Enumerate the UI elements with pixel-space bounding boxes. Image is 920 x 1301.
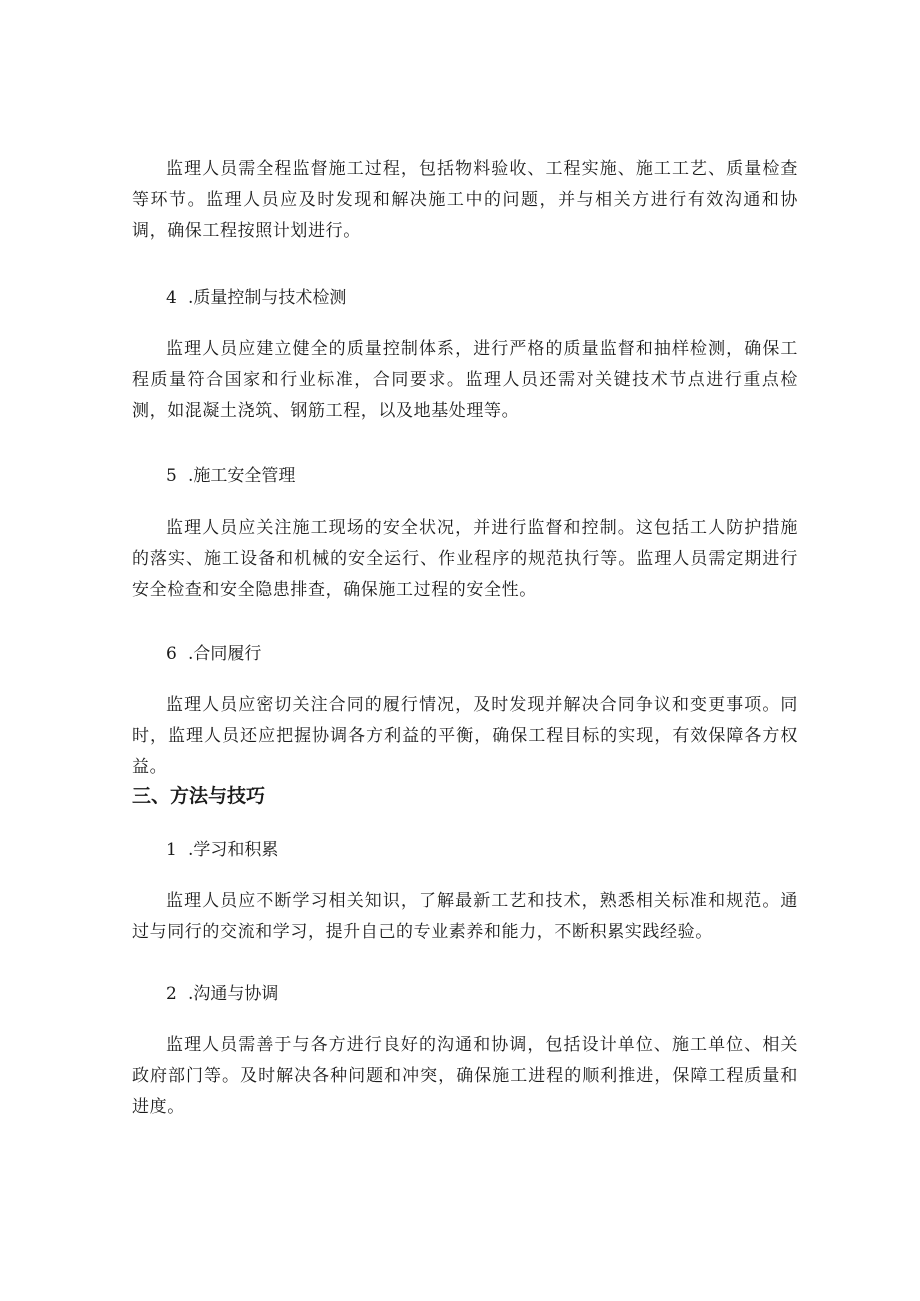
paragraph-communication: 监理人员需善于与各方进行良好的沟通和协调，包括设计单位、施工单位、相关政府部门等。及时解决各种问题和冲突，确保施工进程的顺利推进，保障工程质量和进度。 bbox=[132, 1035, 798, 1117]
list-item-quality-control bbox=[166, 286, 346, 310]
list-item-title: .施工安全管理 bbox=[188, 466, 296, 486]
list-item-learning bbox=[166, 838, 278, 862]
list-item-number: 6 bbox=[166, 644, 177, 664]
list-item-title: .沟通与协调 bbox=[188, 984, 279, 1004]
paragraph-learning: 监理人员应不断学习相关知识，了解最新工艺和技术，熟悉相关标准和规范。通过与同行的交流和学习，提升自己的专业素养和能力，不断积累实践经验。 bbox=[132, 891, 798, 942]
paragraph-construction-supervision: 监理人员需全程监督施工过程，包括物料验收、工程实施、施工工艺、质量检查等环节。监理人员应及时发现和解决施工中的问题，并与相关方进行有效沟通和协调，确保工程按照计划进行。 bbox=[132, 159, 798, 241]
paragraph-quality-control: 监理人员应建立健全的质量控制体系，进行严格的质量监督和抽样检测，确保工程质量符合国家和行业标准，合同要求。监理人员还需对关键技术节点进行重点检测，如混凝土浇筑、钢筋工程，以及地基处理等。 bbox=[132, 339, 798, 421]
list-item-number: 2 bbox=[166, 984, 177, 1004]
list-item-number: 4 bbox=[166, 288, 177, 308]
paragraph-safety-management: 监理人员应关注施工现场的安全状况，并进行监督和控制。这包括工人防护措施的落实、施工设备和机械的安全运行、作业程序的规范执行等。监理人员需定期进行安全检查和安全隐患排查，确保施工过程的安全性。 bbox=[132, 518, 798, 600]
list-item-contract-performance bbox=[166, 642, 261, 666]
list-item-safety-management bbox=[166, 464, 295, 488]
list-item-title: .合同履行 bbox=[188, 644, 262, 664]
list-item-number: 1 bbox=[166, 840, 177, 860]
paragraph-contract-performance: 监理人员应密切关注合同的履行情况，及时发现并解决合同争议和变更事项。同时，监理人员还应把握协调各方利益的平衡，确保工程目标的实现，有效保障各方权益。 bbox=[132, 695, 798, 777]
section-heading-methods: 三、方法与技巧 bbox=[132, 785, 266, 807]
list-item-communication bbox=[166, 982, 278, 1006]
list-item-number: 5 bbox=[166, 466, 177, 486]
list-item-title: .质量控制与技术检测 bbox=[188, 288, 347, 308]
list-item-title: .学习和积累 bbox=[188, 840, 279, 860]
